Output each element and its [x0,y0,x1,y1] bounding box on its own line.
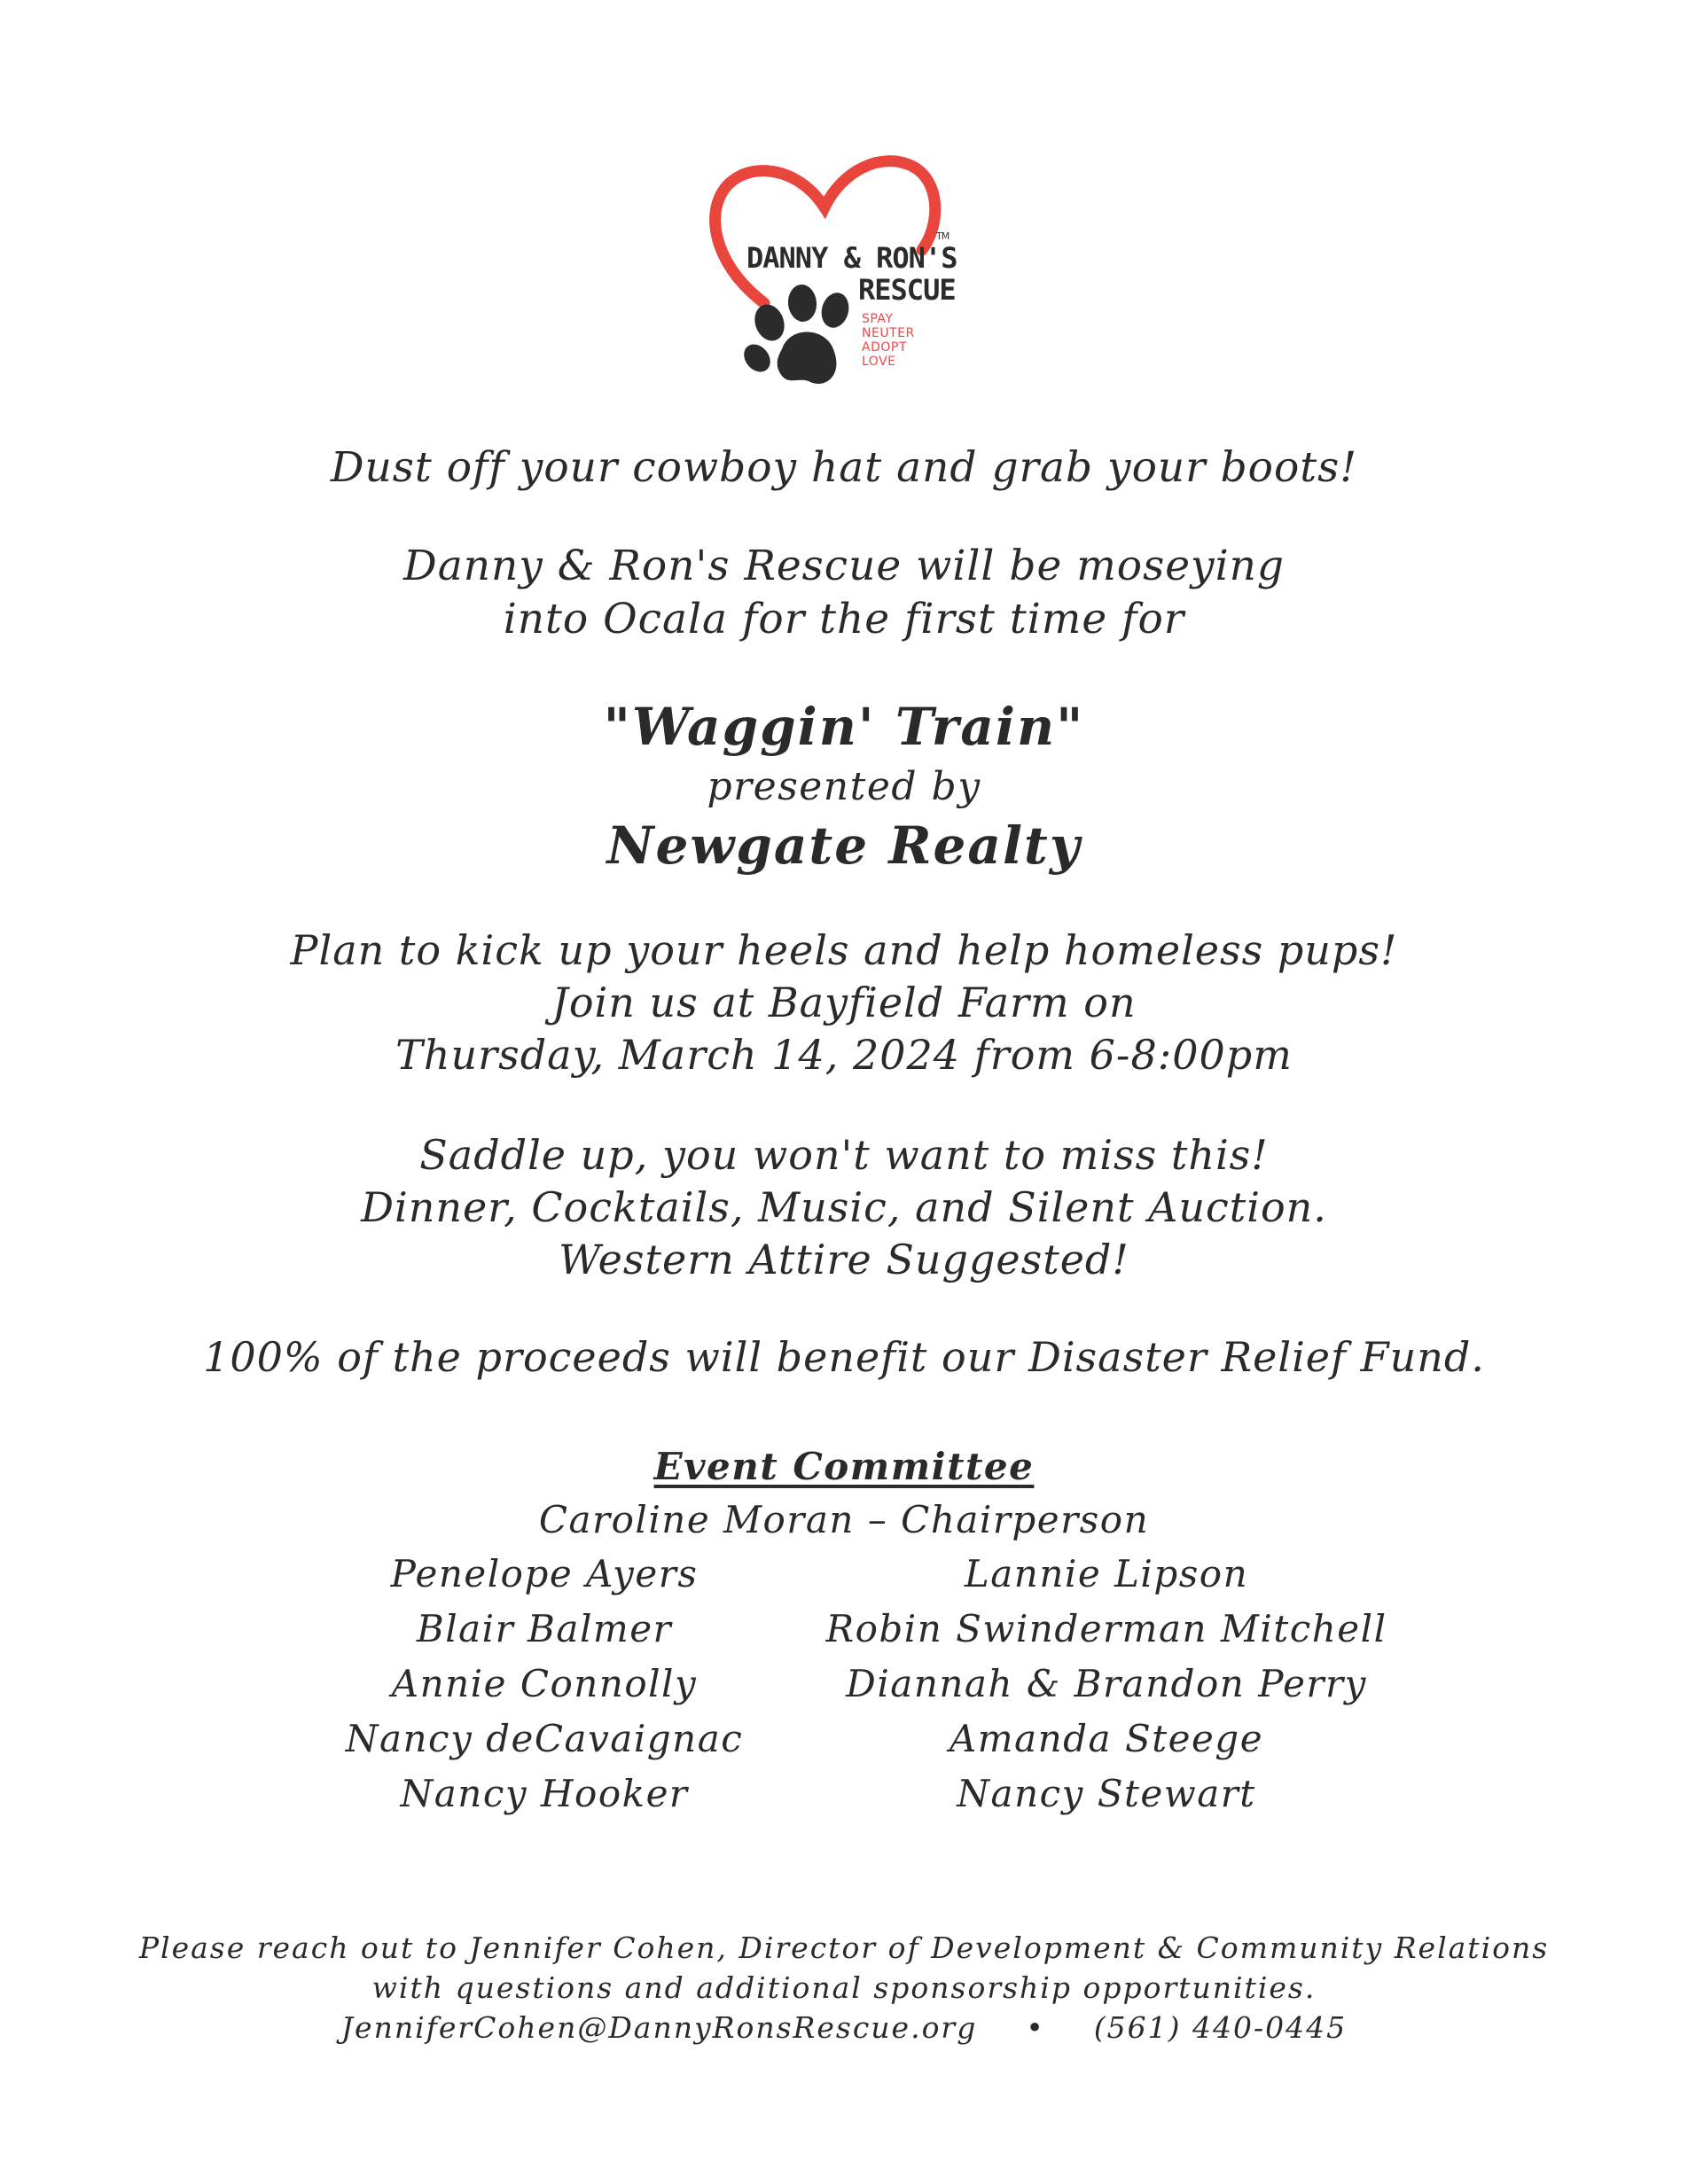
committee-member: Nancy deCavaignac [345,1717,744,1760]
logo-name-line2: RESCUE [858,273,956,307]
rescue-logo [700,152,993,392]
highlights-line-3: Western Attire Suggested! [559,1236,1129,1283]
committee-member: Robin Swinderman Mitchell [825,1607,1387,1650]
details-line-2: Join us at Bayfield Farm on [551,979,1137,1026]
committee-chair: Caroline Moran – Chairperson [538,1498,1150,1541]
logo-tagline-neuter: NEUTER [862,326,915,340]
presented-by: presented by [707,764,981,809]
committee-member: Diannah & Brandon Perry [846,1662,1367,1705]
contact-email[interactable]: JenniferCohen@DannyRonsRescue.org [340,2010,978,2045]
logo-name-line1: DANNY & RON'S [746,241,957,275]
committee-member: Nancy Stewart [957,1772,1256,1815]
sponsor-name: Newgate Realty [606,815,1082,876]
committee-member: Annie Connolly [391,1662,698,1705]
contact-phone[interactable]: (561) 440-0445 [1093,2010,1348,2045]
intro-line-2: Danny & Ron's Rescue will be moseying [403,542,1285,590]
committee-title: Event Committee [653,1445,1035,1488]
footer-line-1: Please reach out to Jennifer Cohen, Director of Development & Community Relations [138,1930,1550,1965]
committee-member: Penelope Ayers [390,1552,699,1595]
committee-member: Lannie Lipson [964,1552,1249,1595]
logo-tagline-love: LOVE [862,355,896,369]
benefit-statement: 100% of the proceeds will benefit our Disaster Relief Fund. [203,1333,1485,1381]
details-line-1: Plan to kick up your heels and help homeless pups! [290,926,1398,974]
logo-tagline-adopt: ADOPT [862,340,907,355]
committee-member: Amanda Steege [949,1717,1264,1760]
highlights-line-2: Dinner, Cocktails, Music, and Silent Auction. [361,1183,1327,1231]
footer-contact [0,2010,1688,2045]
committee-member: Blair Balmer [416,1607,673,1650]
intro-line-3: into Ocala for the first time for [503,595,1185,644]
contact-separator: • [1026,2010,1045,2045]
highlights-line-1: Saddle up, you won't want to miss this! [419,1131,1269,1179]
footer-line-2: with questions and additional sponsorship opportunities. [371,1970,1317,2005]
event-date-time: Thursday, March 14, 2024 from 6-8:00pm [395,1031,1293,1079]
committee-left-column [261,1547,828,1821]
logo-tagline-spay: SPAY [862,312,894,326]
event-title: "Waggin' Train" [603,697,1085,757]
committee-member: Nancy Hooker [400,1772,689,1815]
trademark-mark: TM [936,230,950,242]
intro-line-1: Dust off your cowboy hat and grab your boots! [330,443,1358,492]
committee-right-column [823,1547,1390,1821]
